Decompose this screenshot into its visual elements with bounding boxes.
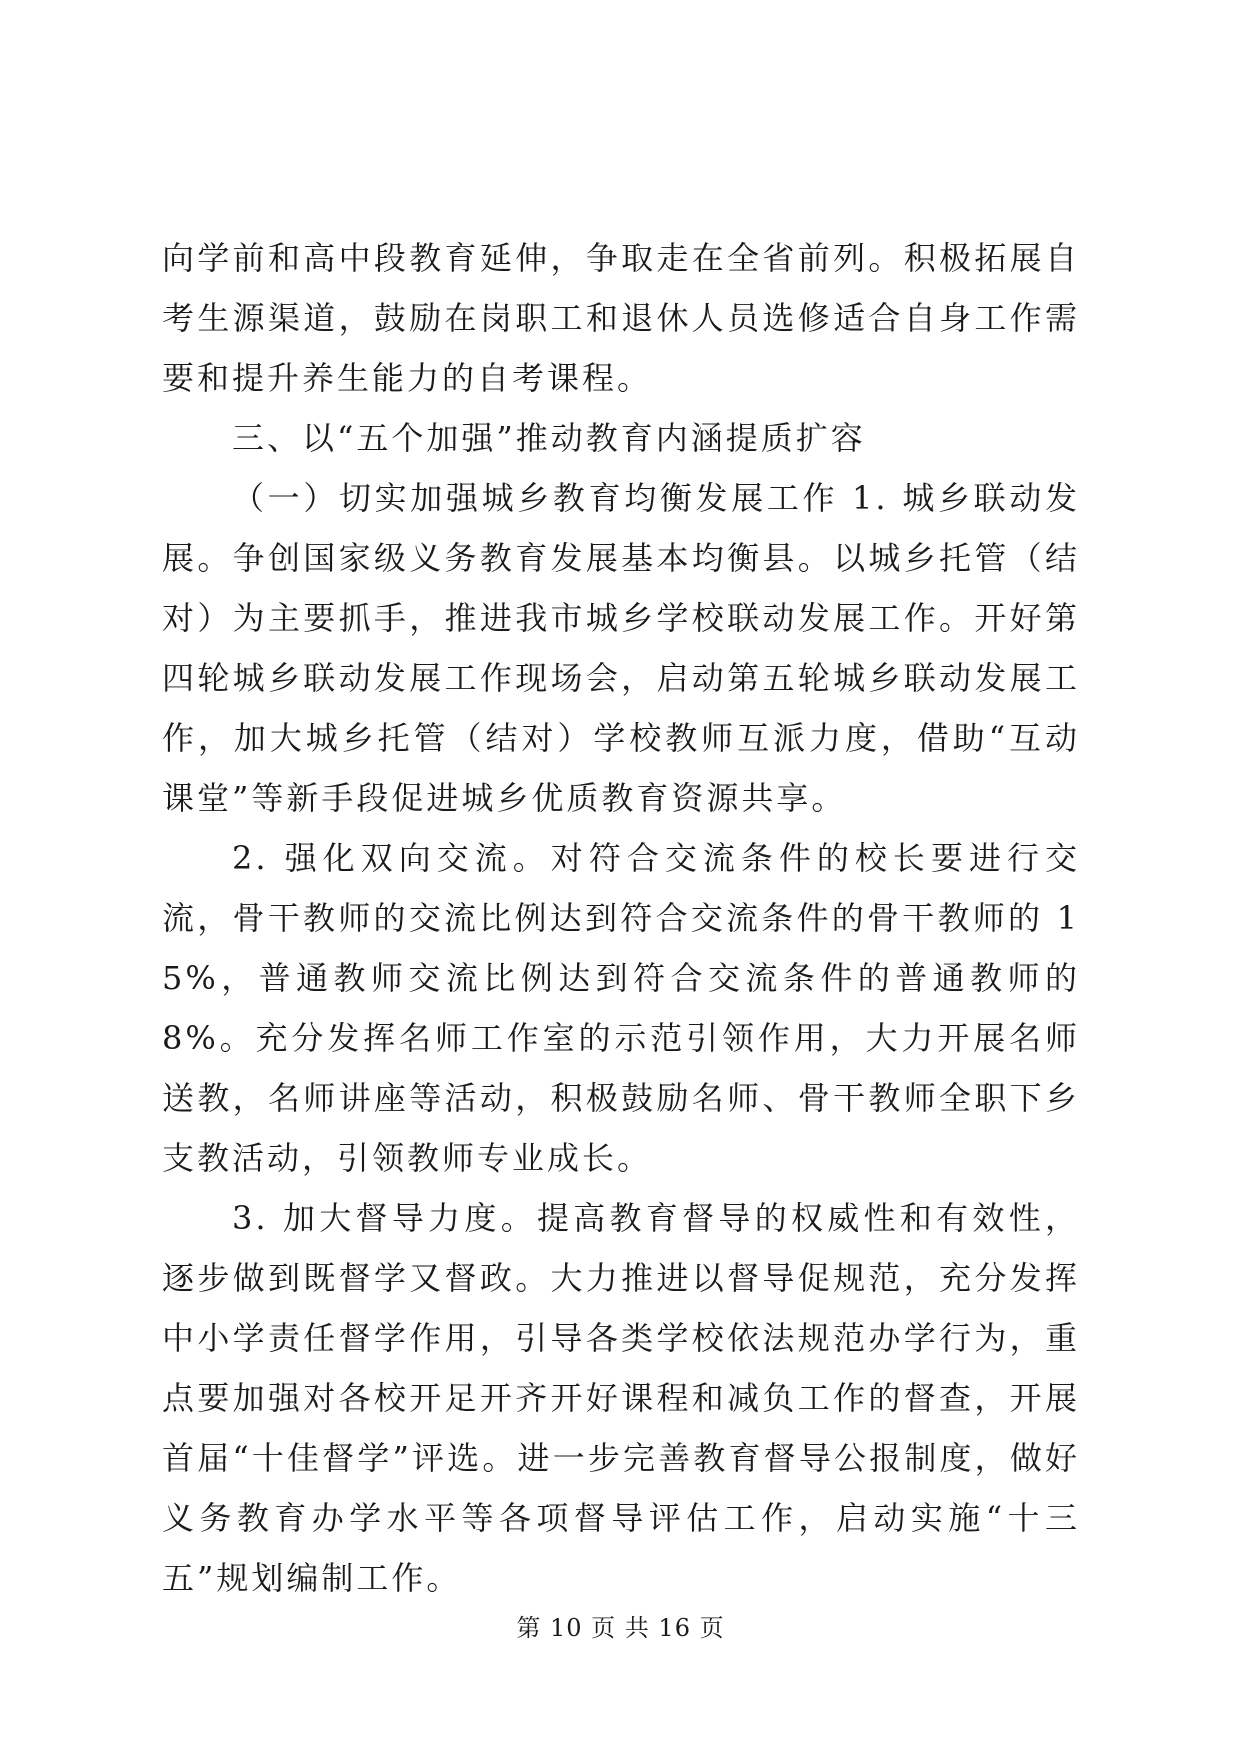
section-heading: 三、以“五个加强”推动教育内涵提质扩容 — [232, 419, 866, 457]
paragraph-supervision: 3. 加大督导力度。提高教育督导的权威性和有效性，逐步做到既督学又督政。大力推进以督导促规范，充分发挥中小学责任督学作用，引导各类学校依法规范办学行为，重点要加强对各校开足开齐开好课程和减负工作的督查，开展首届“十佳督学”评选。进一步完善教育督导公报制度，做好义务教育办学水平等各项督导评估工作，启动实施“十三五”规划编制工作。 — [162, 1199, 1080, 1597]
page-footer: 第 10 页 共 16 页 — [516, 1614, 725, 1642]
paragraph-continuation: 向学前和高中段教育延伸，争取走在全省前列。积极拓展自考生源渠道，鼓励在岗职工和退休人员选修适合自身工作需要和提升养生能力的自考课程。 — [162, 239, 1080, 397]
document-body — [162, 228, 1080, 1608]
paragraph-urban-rural-balance: （一）切实加强城乡教育均衡发展工作 1. 城乡联动发展。争创国家级义务教育发展基本均衡县。以城乡托管（结对）为主要抓手，推进我市城乡学校联动发展工作。开好第四轮城乡联动发展工作现场会，启动第五轮城乡联动发展工作，加大城乡托管（结对）学校教师互派力度，借助“互动课堂”等新手段促进城乡优质教育资源共享。 — [162, 479, 1080, 817]
paragraph-two-way-exchange: 2. 强化双向交流。对符合交流条件的校长要进行交流，骨干教师的交流比例达到符合交流条件的骨干教师的 15%，普通教师交流比例达到符合交流条件的普通教师的 8%。充分发挥名师工作室的示范引领作用，大力开展名师送教，名师讲座等活动，积极鼓励名师、骨干教师全职下乡支教活动，引领教师专业成长。 — [162, 839, 1080, 1177]
